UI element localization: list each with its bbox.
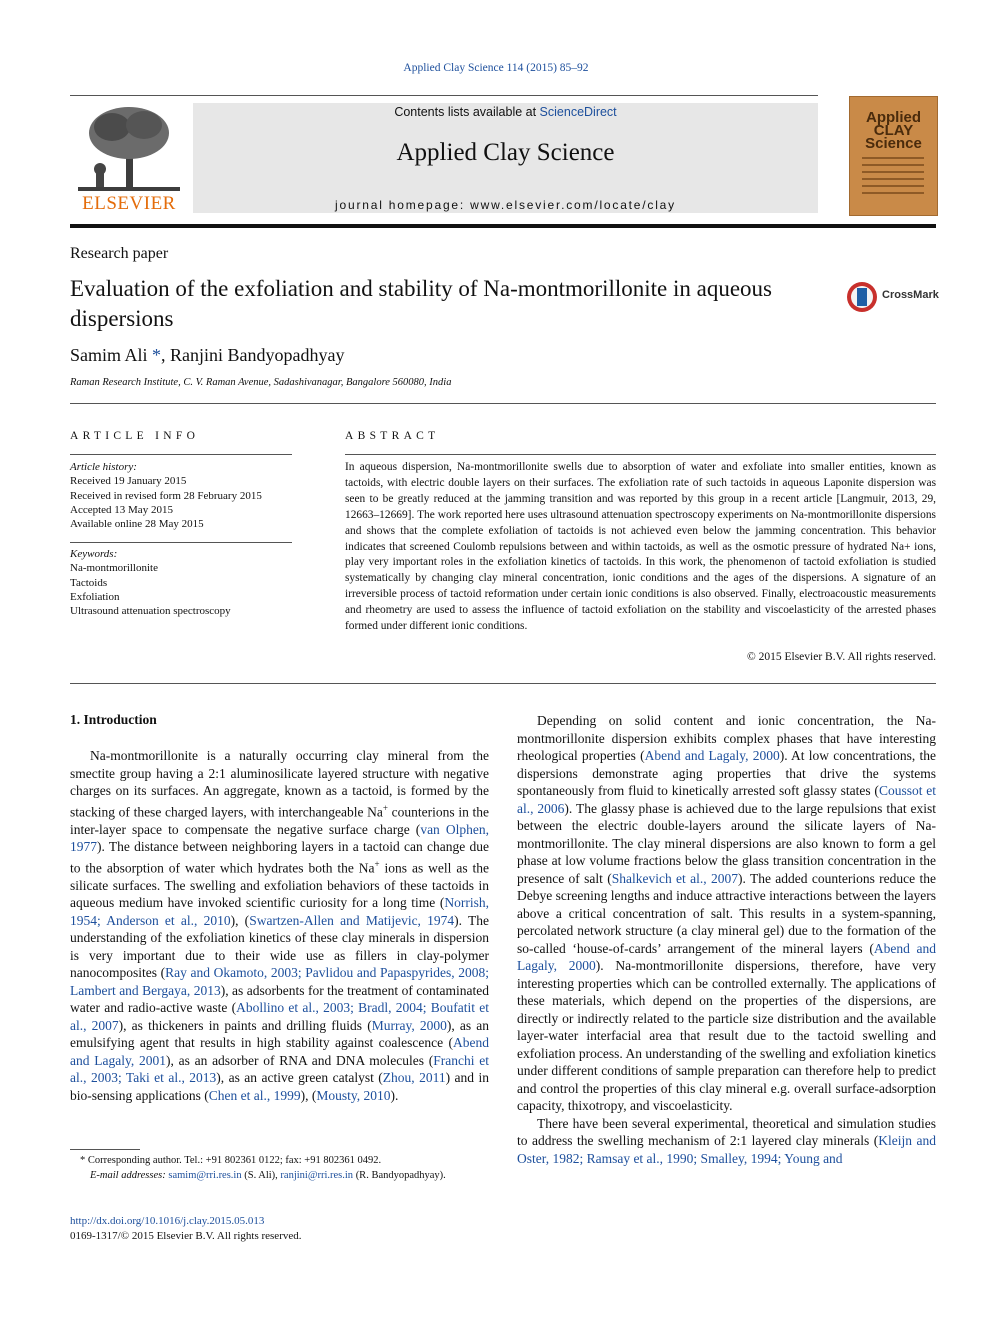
text-run: ) and in bio-sensing applications ( (70, 1070, 489, 1103)
history-item: Accepted 13 May 2015 (70, 503, 173, 516)
citation-link[interactable]: Ray and Okamoto, 2003; Pavlidou and Papaspyrides, 2008; Lambert and Bergaya, 2013 (70, 965, 490, 998)
abstract-copyright: © 2015 Elsevier B.V. All rights reserved. (747, 651, 936, 663)
text-run: ). The distance between neighboring layers in a tactoid can change due to the absorption of water which hydrates both the Na (70, 839, 489, 875)
paragraph (517, 712, 936, 1115)
text-run: ). The glassy phase is achieved due to the large repulsions that exist between the electric double-layers around the silicate layers of Na-montmorillonite. The clay mineral dispersions are also known to form a gel phase at low volume fractions below the glass transition concentration in the presence of salt ( (517, 800, 936, 886)
text-run: ), as an active green catalyst ( (216, 1070, 383, 1085)
keyword: Na-montmorillonite (70, 562, 158, 575)
citation-link[interactable]: Abend and Lagaly, 2000 (644, 748, 780, 763)
article-type: Research paper (70, 245, 169, 262)
asterisk: * (80, 1155, 88, 1166)
paragraph (517, 1115, 936, 1168)
elsevier-logo (70, 103, 188, 215)
text-run: ions as well as the silicate surfaces. The swelling and exfoliation behaviors of these tactoids in aqueous medium have invoked scientific curiosity for a long time ( (70, 860, 490, 910)
tree-icon (70, 103, 188, 195)
keyword: Ultrasound attenuation spectroscopy (70, 605, 231, 618)
citation-link[interactable]: Mousty, 2010 (316, 1087, 391, 1103)
history-item: Available online 28 May 2015 (70, 518, 204, 531)
citation-link[interactable]: Abollino et al., 2003; Bradl, 2004; Boufatit et al., 2007 (70, 1000, 490, 1033)
keywords (70, 547, 292, 618)
cover-decoration (862, 157, 924, 199)
citation-link[interactable]: Norrish, 1954; Anderson et al., 2010 (70, 895, 489, 928)
body-column-left (70, 747, 489, 1104)
author-name: Samim Ali (70, 345, 148, 365)
text-run: counterions in the inter-layer space to compensate the negative surface charge ( (70, 804, 489, 837)
footnote (70, 1154, 510, 1183)
journal-homepage[interactable]: journal homepage: www.elsevier.com/locate/clay (335, 198, 676, 212)
text-run: ). (390, 1087, 399, 1103)
publisher-name: ELSEVIER (82, 193, 176, 214)
history-item: Received 19 January 2015 (70, 475, 187, 488)
header-divider (70, 224, 936, 228)
text-run: Na-montmorillonite is a naturally occurring clay mineral from the smectite group having a 2:1 aluminosilicate layered structure with negative charges on its surfaces. An aggregate, known as a tactoid, is formed by the stacking of these charged layers, with interchangeable Na (70, 748, 489, 819)
cover-title: Applied CLAY Science (865, 109, 922, 152)
abstract-text: In aqueous dispersion, Na-montmorillonite swells due to absorption of water and exfoliate into smaller entities, known as tactoids, with electric double layers on their surfaces. The exfoliation rate of such tactoids in aqueous Laponite dispersion was seen to be greatly reduced at the jamming transition and was reported by this group in a recent article [Langmuir, 2013, 29, 12663–12669]. The work reported here uses ultrasound attenuation spectroscopy experiments on Na-montmorillonite dispersions and shows that the complete exfoliation of tactoids is not achieved even below the jamming concentration. This behavior indicates that screened Coulomb repulsions between and within tactoids, as well as the osmotic pressure of hydrated Na+ ions, play very important roles in the exfoliation kinetics of tactoids. In this work, the phenomenon of tactoid exfoliation is studied systematically by changing clay mineral concentration, ionic conditions and the ages of the dispersions. A signature of an irreversible process of tactoid reformation under certain ionic conditions is also observed. Finally, electroacoustic measurements and rheometry are used to assess the influence of tactoid exfoliation on the stability and viscoelasticity of the arrested phases formed under different ionic conditions. (345, 461, 936, 633)
crossmark-label: CrossMark (882, 289, 939, 301)
citation-link[interactable]: Franchi et al., 2003; Taki et al., 2013 (70, 1052, 489, 1085)
doi-link[interactable]: http://dx.doi.org/10.1016/j.clay.2015.05.013 (70, 1215, 265, 1227)
sciencedirect-link[interactable]: ScienceDirect (539, 105, 617, 119)
author-list (70, 345, 345, 366)
citation-link[interactable]: van Olphen, 1977 (70, 821, 490, 854)
history-label: Article history: (70, 461, 137, 473)
divider (70, 454, 292, 455)
text-run: ). Na-montmorillonite dispersions, therefore, have very interesting properties which can be controlled externally. The applications of these materials, which depend on the properties of the dispersions, are directly or indirectly related to the particle size distribution and the available layer-water interfacial area that result due to the tactoid swelling and exfoliation process. An understanding of the swelling and exfoliation kinetics under different conditions of sample preparation can therefore help to predict and control the properties of this clay mineral e.g. overall surface-adsorption capacity, thixotropy, and viscoelasticity. (517, 958, 936, 1113)
text-run: ). The added counterions reduce the Debye screening lengths and induce attractive interactions between the layers above a critical concentration of salt. This results in a system-spanning, percolated network structure (a clay mineral gel) due to the formation of the so-called ‘house-of-cards’ arrangement of the mineral layers ( (517, 870, 936, 956)
author-name: , Ranjini Bandyopadhyay (161, 345, 345, 365)
text-run: ). The understanding of the exfoliation kinetics of these clay minerals in dispersion is very important due to their wide use as fillers in clay-polymer nanocomposites ( (70, 912, 489, 980)
text-run: ), as an emulsifying agent that results in high stability against coalescence ( (70, 1017, 490, 1050)
article-history (70, 460, 292, 531)
text-run: Depending on solid content and ionic concentration, the Na-montmorillonite dispersion exhibits complex phases that have interesting rheological properties ( (517, 713, 936, 763)
footnote-rule (70, 1149, 140, 1150)
page-footer (70, 1214, 302, 1244)
journal-cover-image (849, 96, 938, 216)
header-rule (70, 95, 818, 96)
divider (70, 683, 936, 684)
body-column-right (517, 712, 936, 1167)
paragraph (70, 747, 489, 1104)
article-info-heading: ARTICLE INFO (70, 430, 200, 442)
article-title: Evaluation of the exfoliation and stability of Na-montmorillonite in aqueous dispersions (70, 276, 772, 331)
crossmark-icon (846, 280, 878, 314)
text-run: ), as thickeners in paints and drilling fluids ( (118, 1017, 372, 1033)
citation-link[interactable]: Abend and Lagaly, 2001 (70, 1035, 489, 1068)
text-run: ). At low concentrations, the dispersions demonstrate aging properties that drive the systems spontaneously from fluid to kinetically arrested soft glassy states ( (517, 748, 937, 798)
affiliation: Raman Research Institute, C. V. Raman Avenue, Sadashivanagar, Bangalore 560080, India (70, 377, 452, 388)
citation-link[interactable]: Kleijn and Oster, 1982; Ramsay et al., 1990; Smalley, 1994; Young and (517, 1133, 936, 1166)
journal-citation[interactable]: Applied Clay Science 114 (2015) 85–92 (403, 62, 589, 74)
section-heading: 1. Introduction (70, 712, 157, 727)
email-link[interactable]: ranjini@rri.res.in (280, 1169, 354, 1181)
citation-link[interactable]: Chen et al., 1999 (208, 1087, 301, 1103)
divider (345, 454, 936, 455)
text-run: ), as adsorbents for the treatment of contaminated water and radio-active waste ( (70, 982, 489, 1015)
superscript: + (374, 858, 380, 869)
citation-link[interactable]: Abend and Lagaly, 2000 (517, 940, 937, 973)
text-run: ), as an adsorber of RNA and DNA molecules ( (165, 1052, 434, 1068)
contents-line: Contents lists available at ScienceDirect (394, 105, 617, 119)
email-note: E-mail addresses: samim@rri.res.in (S. Ali), ranjini@rri.res.in (R. Bandyopadhyay). (90, 1169, 446, 1181)
keyword: Tactoids (70, 576, 108, 589)
issn-line: 0169-1317/© 2015 Elsevier B.V. All rights reserved. (70, 1230, 302, 1242)
journal-title: Applied Clay Science (396, 139, 615, 166)
corresponding-note: * Corresponding author. Tel.: +91 802361 0122; fax: +91 802361 0492. (80, 1155, 382, 1166)
text-run: ), ( (300, 1087, 317, 1103)
divider (70, 403, 936, 404)
crossmark-badge[interactable] (846, 280, 946, 316)
email-link[interactable]: samim@rri.res.in (168, 1169, 242, 1181)
superscript: + (382, 802, 388, 813)
citation-link[interactable]: Swartzen-Allen and Matijevic, 1974 (249, 912, 455, 928)
citation-link[interactable]: Coussot et al., 2006 (517, 783, 936, 816)
journal-banner (193, 103, 818, 213)
history-item: Received in revised form 28 February 2015 (70, 489, 262, 502)
text-run: There have been several experimental, theoretical and simulation studies to address the swelling mechanism of 2:1 layered clay minerals ( (517, 1115, 936, 1148)
citation-link[interactable]: Zhou, 2011 (382, 1070, 446, 1085)
text-run: ), ( (230, 912, 250, 928)
corresponding-author-marker[interactable]: * (147, 345, 162, 365)
keywords-label: Keywords: (70, 548, 118, 560)
citation-link[interactable]: Shalkevich et al., 2007 (611, 870, 738, 886)
citation-link[interactable]: Murray, 2000 (371, 1017, 447, 1033)
keyword: Exfoliation (70, 590, 120, 603)
abstract-heading: ABSTRACT (345, 430, 440, 442)
divider (70, 542, 292, 543)
